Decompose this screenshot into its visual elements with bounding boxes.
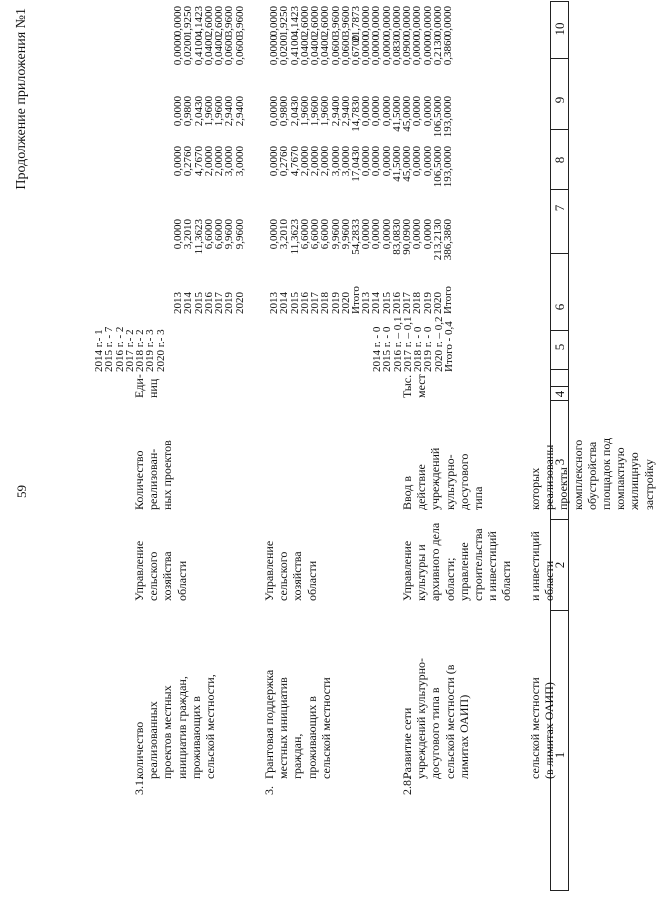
row-2-8-col8: 0,0000 0,0000 0,0000 41,5000 45,0000 0,0000 0,0000 106,5000 193,0000 <box>360 96 454 138</box>
row0-col3: которых реализованы проекты комплексного обустройства площадок под компактную жилищную застройку <box>528 437 656 510</box>
row-2-8-col2: Управление культуры и архивного дела области; управление строительства и инвестиций области <box>400 522 514 601</box>
row-2-8-col1: Развитие сети учреждений культурно- досугового типа в сельской местности (в лимитах ОАИП) <box>400 658 471 779</box>
row-2-8-col7: 0,0000 0,0000 0,0000 41,5000 45,0000 0,0000 0,0000 106,5000 193,0000 <box>360 146 454 188</box>
row-3-1-col2: Управление сельского хозяйства области <box>132 540 189 601</box>
page-header: Продолжение приложения №1 <box>14 8 29 190</box>
column-number: 7 <box>552 204 567 212</box>
row-3-1-col1: количество реализованных проектов местных инициатив граждан, проживающих в сельской местности, <box>132 674 218 779</box>
row-2-8-col6: 0,0000 0,0000 0,0000 83,0830 90,0900 0,0000 0,0000 213,2130 386,3860 <box>360 219 454 261</box>
column-number: 9 <box>552 96 567 104</box>
column-number: 6 <box>552 303 567 311</box>
col-divider-1 <box>550 610 568 611</box>
row-2-8-col4: Тыс. мест <box>400 374 429 398</box>
row-3-years: 2013 2014 2015 2016 2017 2018 2019 2020 Итого <box>268 286 362 314</box>
row-3-number: 3. <box>262 786 276 795</box>
row-3-col6: 0,0000 3,2010 11,3623 6,6000 6,6000 6,6000 9,9600 9,9600 54,2833 <box>268 219 362 255</box>
row-3-1-col9: 0,0000 0,0200 0,4100 0,0400 0,0400 0,0600 0,0600 <box>172 35 246 66</box>
row-3-col9: 0,0000 0,0200 0,4100 0,0400 0,0400 0,0400 0,0600 0,0600 0,6700 <box>268 35 362 66</box>
column-number: 1 <box>552 751 567 759</box>
table-left-edge <box>550 890 568 891</box>
row-3-col1: Грантовая поддержка местных инициатив граждан, проживающих в сельской местности <box>262 669 333 779</box>
row-3-col10: 0,0000 1,9250 4,1423 2,6000 2,6000 2,6000 3,9600 3,9600 21,7873 <box>268 6 362 42</box>
column-number: 2 <box>552 561 567 569</box>
column-number: 8 <box>552 156 567 164</box>
row-2-8-col5: 2014 г. - 0 2015 г. - 0 2016 г. – 0,1 2017 г. – 0,1 2018 г. - 0 2019 г. - 0 2020 г. – 0,2 Итого - 0,4 <box>371 316 455 372</box>
row-3-1-number: 3.1. <box>132 777 146 795</box>
row-2-8-years: 2013 2014 2015 2016 2017 2018 2019 2020 Итого <box>360 286 454 314</box>
row-3-col8: 0,0000 0,9800 2,0430 1,9600 1,9600 1,9600 2,9400 2,9400 14,7830 <box>268 96 362 132</box>
row-3-col7: 0,0000 0,2760 4,7670 2,0000 2,0000 2,0000 3,0000 3,0000 17,0430 <box>268 146 362 182</box>
row-2-8-col9: 0,0000 0,0000 0,0000 0,0830 0,0900 0,0000 0,0000 0,2130 0,3860 <box>360 35 454 66</box>
row-3-col2: Управление сельского хозяйства области <box>262 540 319 601</box>
row-3-1-col3: Количество реализован- ных проектов <box>132 440 175 510</box>
row-2-8-col10: 0,0000 0,0000 0,0000 0,0000 0,0000 0,0000 0,0000 0,0000 0,0000 <box>360 6 454 37</box>
col-divider-2 <box>550 519 568 520</box>
row-2-8-number: 2.8. <box>400 777 414 795</box>
row-3-1-years: 2013 2014 2015 2016 2017 2019 2020 <box>172 292 246 314</box>
column-number: 4 <box>552 390 567 398</box>
row-3-1-col6: 0,0000 3,2010 11,3623 6,6000 6,6000 9,9600 9,9600 <box>172 219 246 255</box>
row-3-1-col10: 0,0000 1,9250 4,1423 2,6000 2,6000 3,9600 3,9600 <box>172 6 246 37</box>
page-number: 59 <box>14 485 29 498</box>
row-3-1-col4: Еди- ниц <box>132 374 161 398</box>
row-2-8-col3: Ввод в действие учреждений культурно- досугового типа <box>400 447 486 510</box>
row0-col1: сельской местности (в лимитах ОАИП) <box>528 677 557 779</box>
row0-col2: и инвестиций области <box>528 531 557 601</box>
column-number: 5 <box>552 343 567 351</box>
row-3-1-col5: 2014 г.- 1 2015 г. - 7 2016 г. - 2 2017 г.- 2 2018 г.- 2 2019 г.- 3 2020 г.- 3 <box>93 326 167 372</box>
row-3-1-col8: 0,0000 0,9800 2,0430 1,9600 1,9600 2,9400 2,9400 <box>172 96 246 127</box>
column-number: 3 <box>552 458 567 466</box>
row-3-1-col7: 0,0000 0,2760 4,7670 2,0000 2,0000 3,0000 3,0000 <box>172 146 246 177</box>
column-number: 10 <box>552 22 567 36</box>
col-divider-7 <box>550 253 568 254</box>
